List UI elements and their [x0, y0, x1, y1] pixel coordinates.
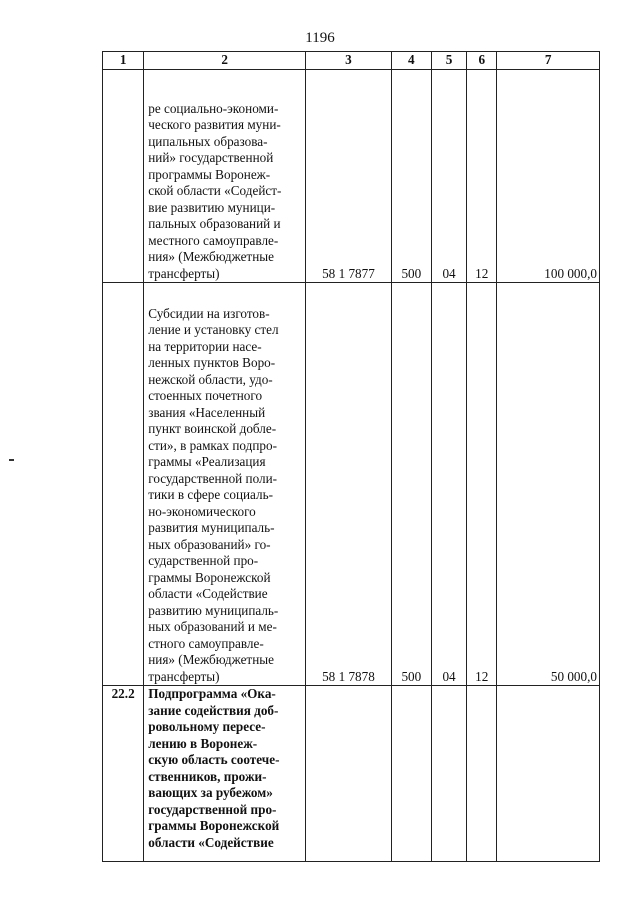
row-description: ре социально-экономи- ческого развития муни- ципальных образова- ний» государственной программы Воронеж- ской области «Содейст- вие развитию муници- пальных образований и местного самоуправле- ния» (Межбюджетные трансферты) [144, 70, 306, 283]
row-subsection [467, 686, 497, 862]
row-amount [497, 686, 600, 862]
row-description: Подпрограмма «Ока- зание содействия доб- ровольному пересе- лению в Воронеж- скую область соотече- ственников, прожи- вающих за рубежом» государственной про- граммы Воронежской области «Содействие [144, 686, 306, 862]
margin-mark [9, 459, 14, 461]
header-col-4: 4 [391, 52, 431, 70]
row-description: Субсидии на изготов- ление и установку стел на территории насе- ленных пунктов Воро- нежской области, удо- стоенных почетного звания «Населенный пункт воинской добле- сти», в рамках подпро- граммы «Реализация государственной поли- тики в сфере социаль- но-экономического развития муниципаль- ных образований» го- сударственной про- граммы Воронежской области «Содействие развитию муниципаль- ных образований и ме- стного самоуправле- ния» (Межбюджетные трансферты) [144, 283, 306, 686]
header-col-1: 1 [103, 52, 144, 70]
table-row [103, 70, 600, 283]
row-expense-type: 500 [391, 283, 431, 686]
header-col-3: 3 [306, 52, 392, 70]
page-number: 1196 [305, 30, 335, 46]
row-target-article: 58 1 7877 [306, 70, 392, 283]
row-amount: 50 000,0 [497, 283, 600, 686]
row-target-article: 58 1 7878 [306, 283, 392, 686]
table-row [103, 686, 600, 862]
row-section: 04 [431, 283, 466, 686]
header-col-2: 2 [144, 52, 306, 70]
table-row [103, 283, 600, 686]
row-section: 04 [431, 70, 466, 283]
row-number: 22.2 [103, 686, 144, 862]
row-number [103, 70, 144, 283]
header-col-5: 5 [431, 52, 466, 70]
header-row [103, 52, 600, 70]
row-amount: 100 000,0 [497, 70, 600, 283]
header-col-7: 7 [497, 52, 600, 70]
header-col-6: 6 [467, 52, 497, 70]
row-section [431, 686, 466, 862]
row-subsection: 12 [467, 283, 497, 686]
row-subsection: 12 [467, 70, 497, 283]
row-expense-type [391, 686, 431, 862]
row-expense-type: 500 [391, 70, 431, 283]
row-target-article [306, 686, 392, 862]
row-number [103, 283, 144, 686]
budget-table [102, 51, 600, 862]
